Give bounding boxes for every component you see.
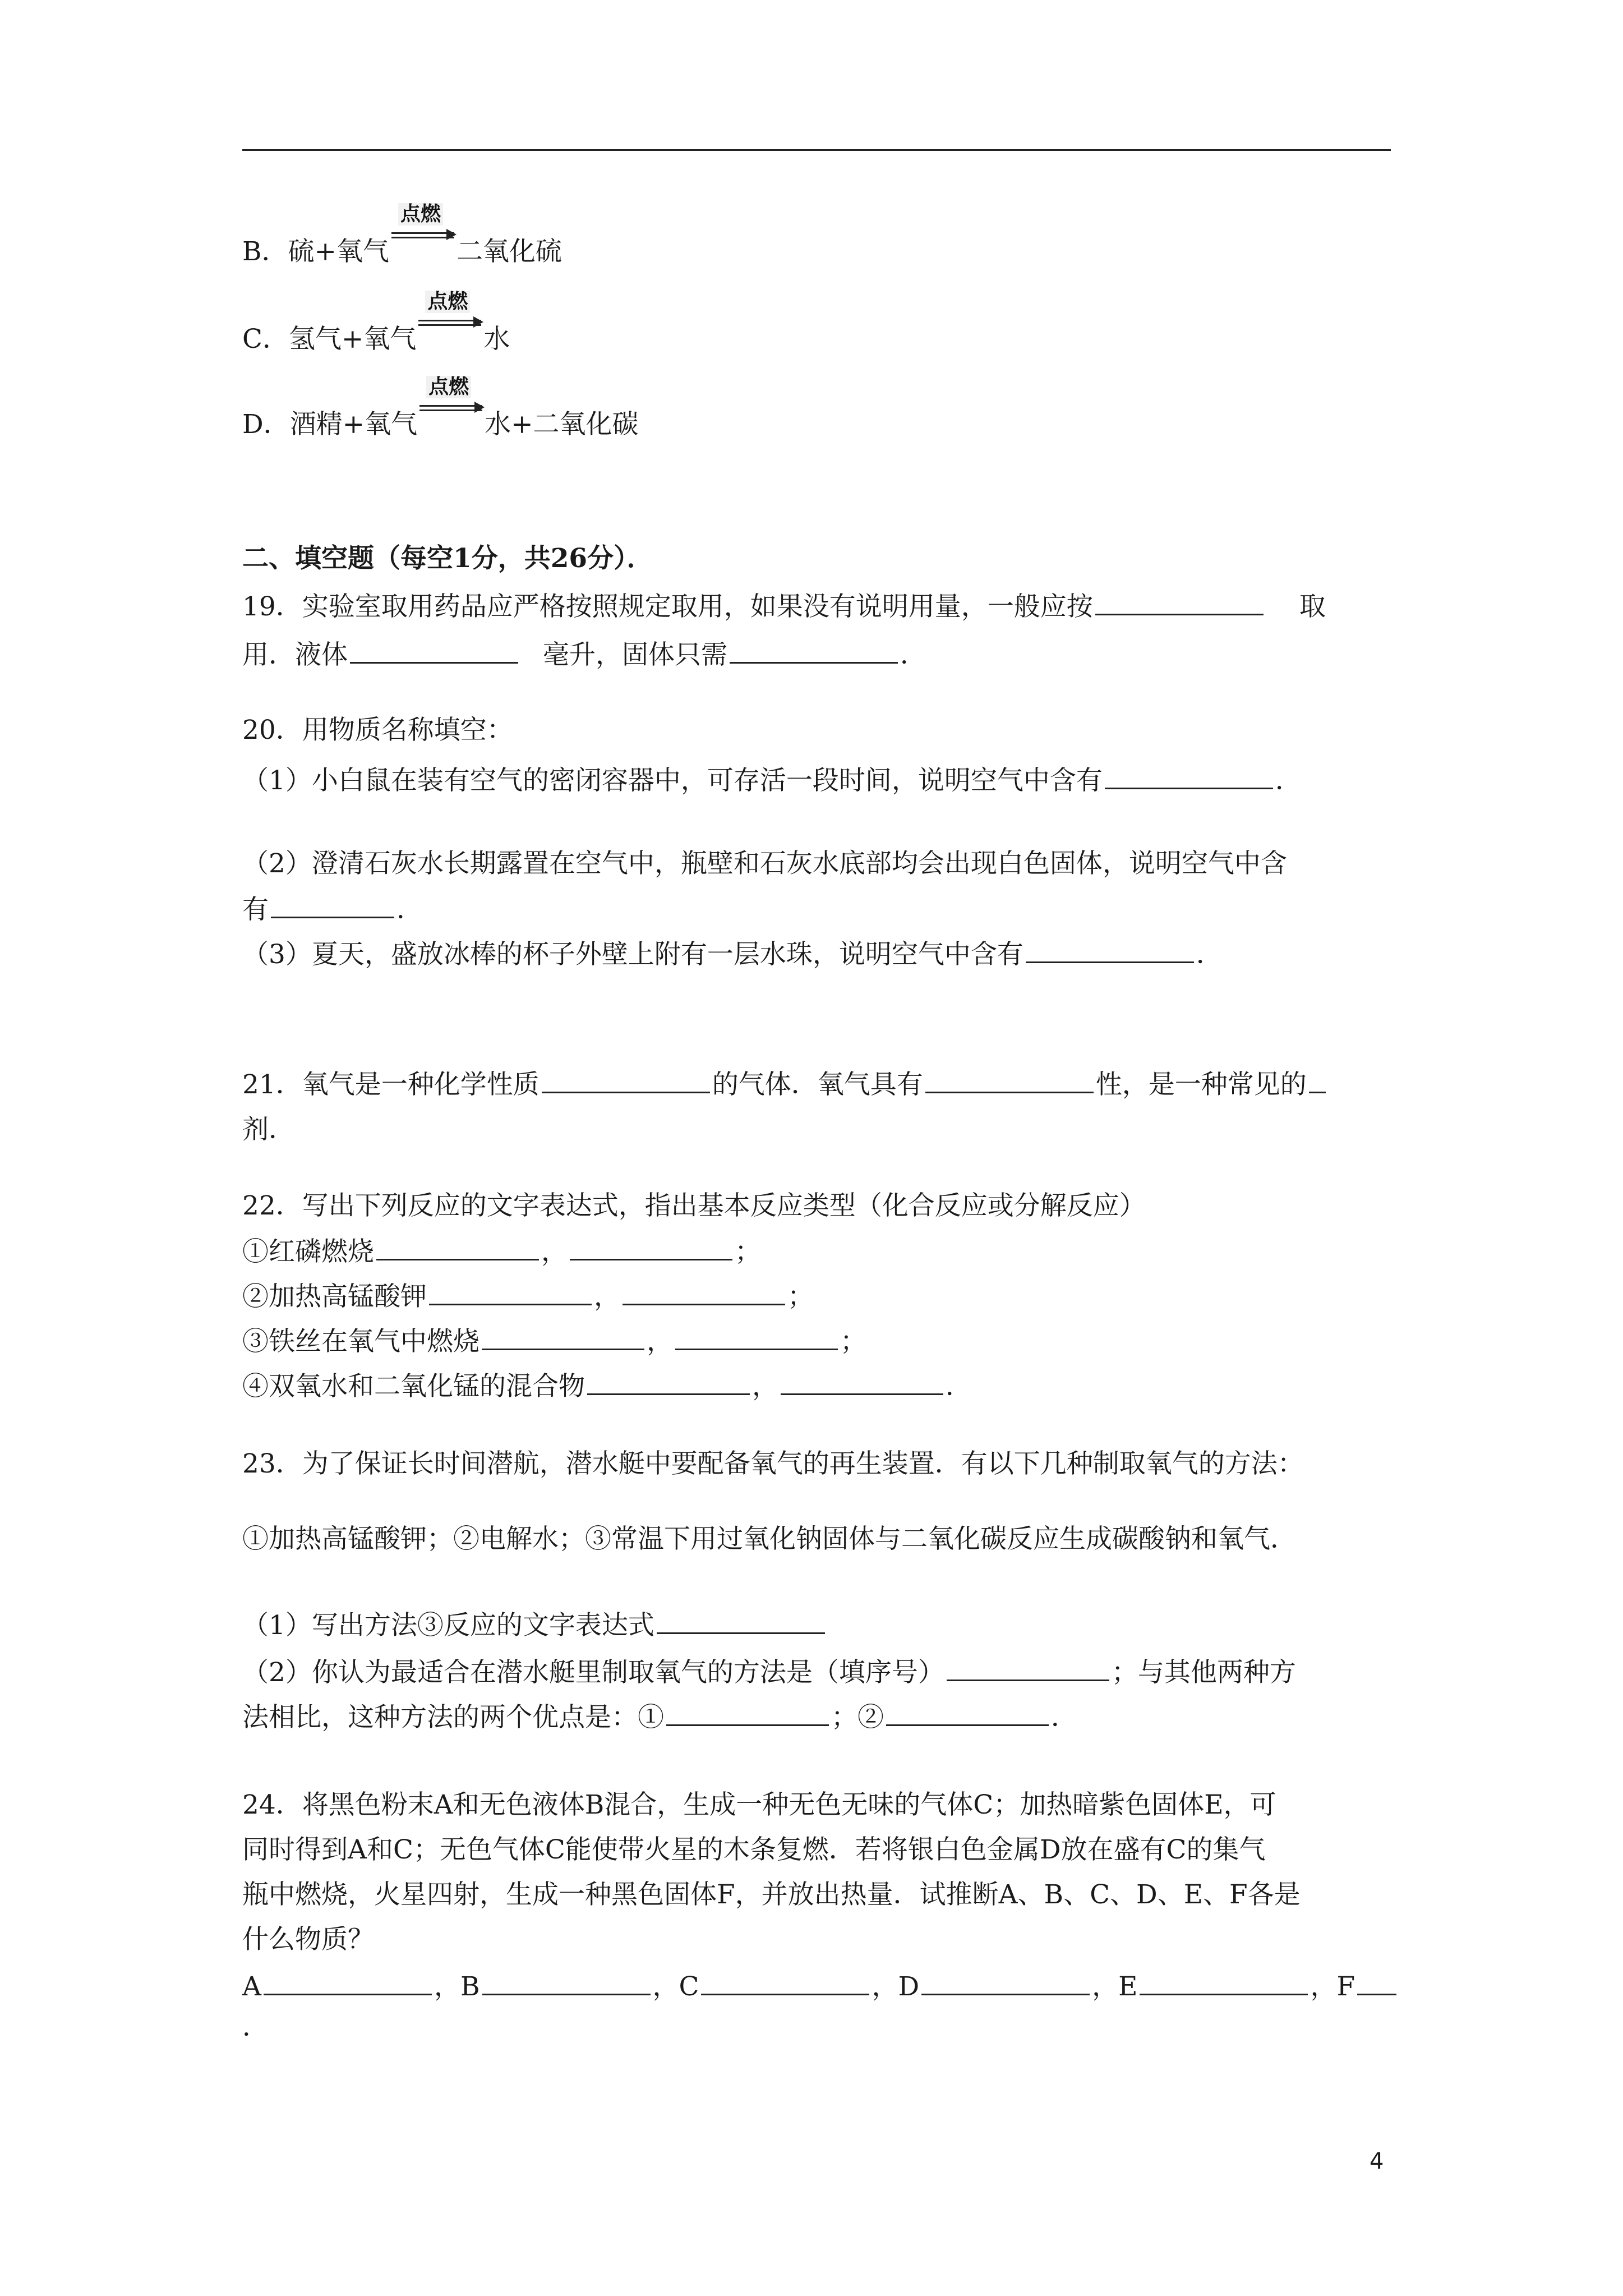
blank[interactable] [587, 1369, 750, 1395]
q20-sub3: （3）夏天，盛放冰棒的杯子外壁上附有一层水珠，说明空气中含有 ． [242, 937, 1223, 972]
q24-answers: A ，B ，C ，D ，E ，F [242, 1969, 1399, 2004]
q23-line1: 23．为了保证长时间潜航，潜水艇中要配备氧气的再生装置．有以下几种制取氧气的方法： [242, 1448, 1304, 1479]
q22-item2: ②加热高锰酸钾 ， ； [242, 1279, 814, 1314]
header-rule [242, 149, 1391, 151]
blank[interactable] [376, 1234, 539, 1260]
blank[interactable] [350, 637, 518, 664]
blank[interactable] [429, 1279, 592, 1305]
q24-line2: 同时得到A和C；无色气体C能使带火星的木条复燃．若将银白色金属D放在盛有C的集气 [242, 1834, 1266, 1865]
q21-line1: 21．氧气是一种化学性质 的气体．氧气具有 性，是一种常见的 [242, 1067, 1328, 1102]
section-title: 二、填空题（每空1分，共26分）． [242, 543, 653, 574]
blank[interactable] [781, 1369, 943, 1395]
q24-line1: 24．将黑色粉末A和无色液体B混合，生成一种无色无味的气体C；加热暗紫色固体E，可 [242, 1789, 1276, 1820]
blank[interactable] [675, 1324, 838, 1350]
q20-sub2: （2）澄清石灰水长期露置在空气中，瓶壁和石灰水底部均会出现白色固体，说明空气中含 [242, 848, 1287, 879]
blank[interactable] [666, 1700, 829, 1726]
blank[interactable] [542, 1067, 710, 1093]
page-number: 4 [1370, 2148, 1384, 2174]
blank[interactable] [271, 892, 394, 918]
q22-item1: ①红磷燃烧 ， ； [242, 1234, 761, 1269]
q22-item4: ④双氧水和二氧化锰的混合物 ， ． [242, 1369, 972, 1404]
blank[interactable] [921, 1969, 1090, 1995]
option-c [242, 290, 510, 356]
option-b [242, 203, 562, 269]
reactants: 酒精+氧气 [289, 409, 418, 440]
reaction-arrow [391, 203, 454, 260]
option-label: D． [242, 409, 290, 440]
blank[interactable] [570, 1234, 732, 1260]
blank[interactable] [886, 1700, 1049, 1726]
blank[interactable] [947, 1655, 1109, 1681]
reaction-arrow [419, 375, 482, 433]
q20-title: 20．用物质名称填空： [242, 715, 513, 746]
reaction-condition: 点燃 [426, 376, 471, 398]
q20-sub2-cont: 有 ． [242, 892, 423, 927]
blank[interactable] [657, 1608, 825, 1634]
q20-sub1: （1）小白鼠在装有空气的密闭容器中，可存活一段时间，说明空气中含有 ． [242, 763, 1302, 798]
q24-line4: 什么物质？ [242, 1924, 374, 1955]
q22-title: 22．写出下列反应的文字表达式，指出基本反应类型（化合反应或分解反应） [242, 1190, 1146, 1221]
blank[interactable] [482, 1969, 651, 1995]
blank[interactable] [1095, 589, 1264, 615]
products: 水 [483, 324, 510, 355]
q23-sub3: 法相比，这种方法的两个优点是：① ；② ． [242, 1700, 1077, 1734]
reactants: 硫+氧气 [288, 236, 389, 267]
blank[interactable] [1026, 937, 1194, 963]
option-d [242, 375, 639, 441]
blank[interactable] [1309, 1067, 1326, 1093]
blank[interactable] [1357, 1969, 1396, 1995]
blank[interactable] [264, 1969, 432, 1995]
products: 二氧化硫 [456, 236, 562, 267]
reaction-condition: 点燃 [425, 291, 470, 313]
reaction-arrow [418, 290, 481, 348]
blank[interactable] [730, 637, 898, 664]
reaction-condition: 点燃 [398, 203, 443, 226]
option-label: B． [242, 236, 288, 267]
q21-line2: 剂． [242, 1114, 295, 1145]
products: 水+二氧化碳 [485, 409, 639, 440]
q24-end: ． [242, 2012, 269, 2042]
blank[interactable] [482, 1324, 644, 1350]
reactants: 氢气+氧气 [288, 324, 417, 355]
option-label: C． [242, 324, 289, 355]
q24-line3: 瓶中燃烧，火星四射，生成一种黑色固体F，并放出热量．试推断A、B、C、D、E、F各是 [242, 1879, 1301, 1910]
q23-sub2: （2）你认为最适合在潜水艇里制取氧气的方法是（填序号） ；与其他两种方 [242, 1655, 1296, 1690]
blank[interactable] [925, 1067, 1094, 1093]
blank[interactable] [1105, 763, 1273, 789]
blank[interactable] [1140, 1969, 1308, 1995]
q19-line2: 用．液体 毫升，固体只需 ． [242, 637, 926, 672]
q19-line1: 19．实验室取用药品应严格按照规定取用，如果没有说明用量，一般应按 取 [242, 589, 1326, 624]
q23-sub1: （1）写出方法③反应的文字表达式 [242, 1608, 827, 1642]
q22-item3: ③铁丝在氧气中燃烧 ， ； [242, 1324, 866, 1359]
q23-line2: ①加热高锰酸钾；②电解水；③常温下用过氧化钠固体与二氧化碳反应生成碳酸钠和氧气． [242, 1524, 1297, 1554]
blank[interactable] [623, 1279, 785, 1305]
blank[interactable] [701, 1969, 869, 1995]
